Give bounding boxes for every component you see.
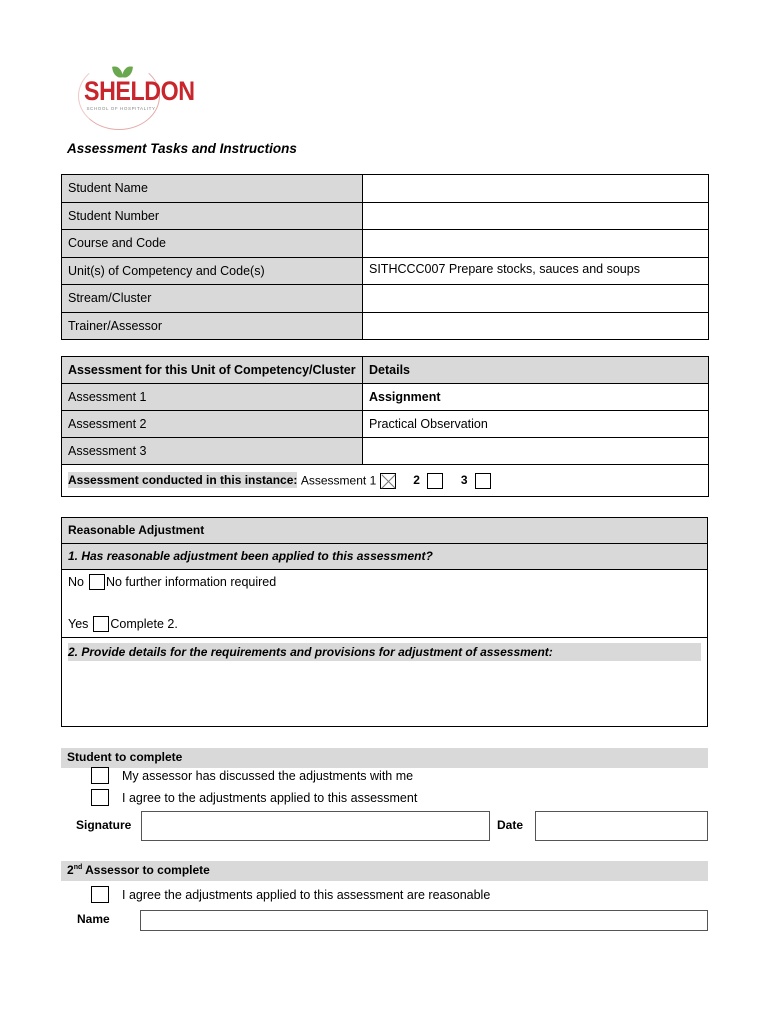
- assessment-1-detail[interactable]: Assignment: [363, 384, 709, 411]
- course-code-field[interactable]: [363, 230, 709, 258]
- details-column-header: Details: [363, 357, 709, 384]
- name-label: Name: [77, 912, 110, 926]
- assessment-option-1-label: Assessment 1: [300, 472, 377, 487]
- reasonable-adjustment-title: Reasonable Adjustment: [62, 518, 707, 544]
- table-row: [62, 384, 709, 411]
- table-row: [62, 312, 709, 340]
- adjustment-details-field[interactable]: [68, 666, 701, 720]
- assessor-title-suffix: nd: [73, 864, 83, 871]
- student-name-label: Student Name: [62, 175, 363, 203]
- table-header-row: [62, 357, 709, 384]
- option-yes: [68, 616, 178, 632]
- stream-cluster-field[interactable]: [363, 285, 709, 313]
- option-no: [68, 574, 276, 590]
- trainer-assessor-label: Trainer/Assessor: [62, 312, 363, 340]
- student-name-field[interactable]: [363, 175, 709, 203]
- discussed-checkbox[interactable]: [91, 767, 109, 784]
- document-title: Assessment Tasks and Instructions: [67, 141, 297, 156]
- table-row: [62, 438, 709, 465]
- signature-label: Signature: [76, 818, 132, 832]
- assessment-3-checkbox[interactable]: [475, 473, 491, 489]
- assessment-1-checkbox[interactable]: [380, 473, 396, 489]
- date-label: Date: [497, 818, 524, 832]
- logo-wordmark: SHELDON: [84, 76, 195, 106]
- assessor-section-title: [61, 861, 708, 881]
- signature-field[interactable]: [141, 811, 490, 841]
- reasonable-adjustment-section: [61, 517, 708, 727]
- table-row: [62, 202, 709, 230]
- agree-checkbox[interactable]: [91, 789, 109, 806]
- table-row: [62, 411, 709, 438]
- assessor-agree-text: I agree the adjustments applied to this assessment are reasonable: [122, 887, 491, 902]
- name-field[interactable]: [140, 910, 708, 931]
- question-2: 2. Provide details for the requirements and provisions for adjustment of assessment:: [68, 643, 701, 661]
- no-checkbox[interactable]: [89, 574, 105, 590]
- trainer-assessor-field[interactable]: [363, 312, 709, 340]
- assessment-option-3-label: 3: [460, 472, 468, 487]
- stream-cluster-label: Stream/Cluster: [62, 285, 363, 313]
- assessment-option-2-label: 2: [413, 472, 420, 487]
- student-number-field[interactable]: [363, 202, 709, 230]
- unit-competency-field[interactable]: SITHCCC007 Prepare stocks, sauces and soups: [363, 257, 709, 285]
- table-row: [62, 285, 709, 313]
- sheldon-logo: [72, 58, 195, 132]
- agree-text: I agree to the adjustments applied to this assessment: [122, 790, 418, 805]
- assessor-title-number: 2: [67, 863, 74, 877]
- unit-competency-label: Unit(s) of Competency and Code(s): [62, 257, 363, 285]
- assessment-column-header: Assessment for this Unit of Competency/Cluster: [62, 357, 363, 384]
- assessment-2-checkbox[interactable]: [427, 473, 443, 489]
- yes-label: Yes: [68, 617, 89, 631]
- assessment-conducted-label: Assessment conducted in this instance:: [68, 472, 298, 487]
- logo-tagline: SCHOOL OF HOSPITALITY: [86, 106, 156, 111]
- assessment-1-label: Assessment 1: [62, 384, 363, 411]
- student-check-discussed: [91, 767, 413, 784]
- assessment-2-label: Assessment 2: [62, 411, 363, 438]
- assessor-title-text: Assessor to complete: [82, 863, 210, 877]
- table-row: [62, 175, 709, 203]
- student-details-table: [61, 174, 709, 340]
- assessment-conducted-row: [62, 465, 709, 497]
- question-1: 1. Has reasonable adjustment been applied to this assessment?: [62, 544, 707, 570]
- assessor-check-agree: [91, 886, 490, 903]
- date-field[interactable]: [535, 811, 708, 841]
- assessment-2-detail[interactable]: Practical Observation: [363, 411, 709, 438]
- yes-checkbox[interactable]: [93, 616, 109, 632]
- table-row: [62, 230, 709, 258]
- assessment-3-detail[interactable]: [363, 438, 709, 465]
- discussed-text: My assessor has discussed the adjustments with me: [122, 768, 414, 783]
- assessment-conducted-cell: [62, 465, 709, 497]
- assessment-3-label: Assessment 3: [62, 438, 363, 465]
- adjustment-options: [62, 570, 707, 638]
- yes-text: Complete 2.: [110, 617, 178, 631]
- student-number-label: Student Number: [62, 202, 363, 230]
- table-row: [62, 257, 709, 285]
- assessment-table: [61, 356, 709, 497]
- course-code-label: Course and Code: [62, 230, 363, 258]
- no-label: No: [68, 575, 84, 589]
- no-text: No further information required: [105, 575, 277, 589]
- student-check-agree: [91, 789, 417, 806]
- student-section-title: Student to complete: [61, 748, 708, 768]
- assessor-agree-checkbox[interactable]: [91, 886, 109, 903]
